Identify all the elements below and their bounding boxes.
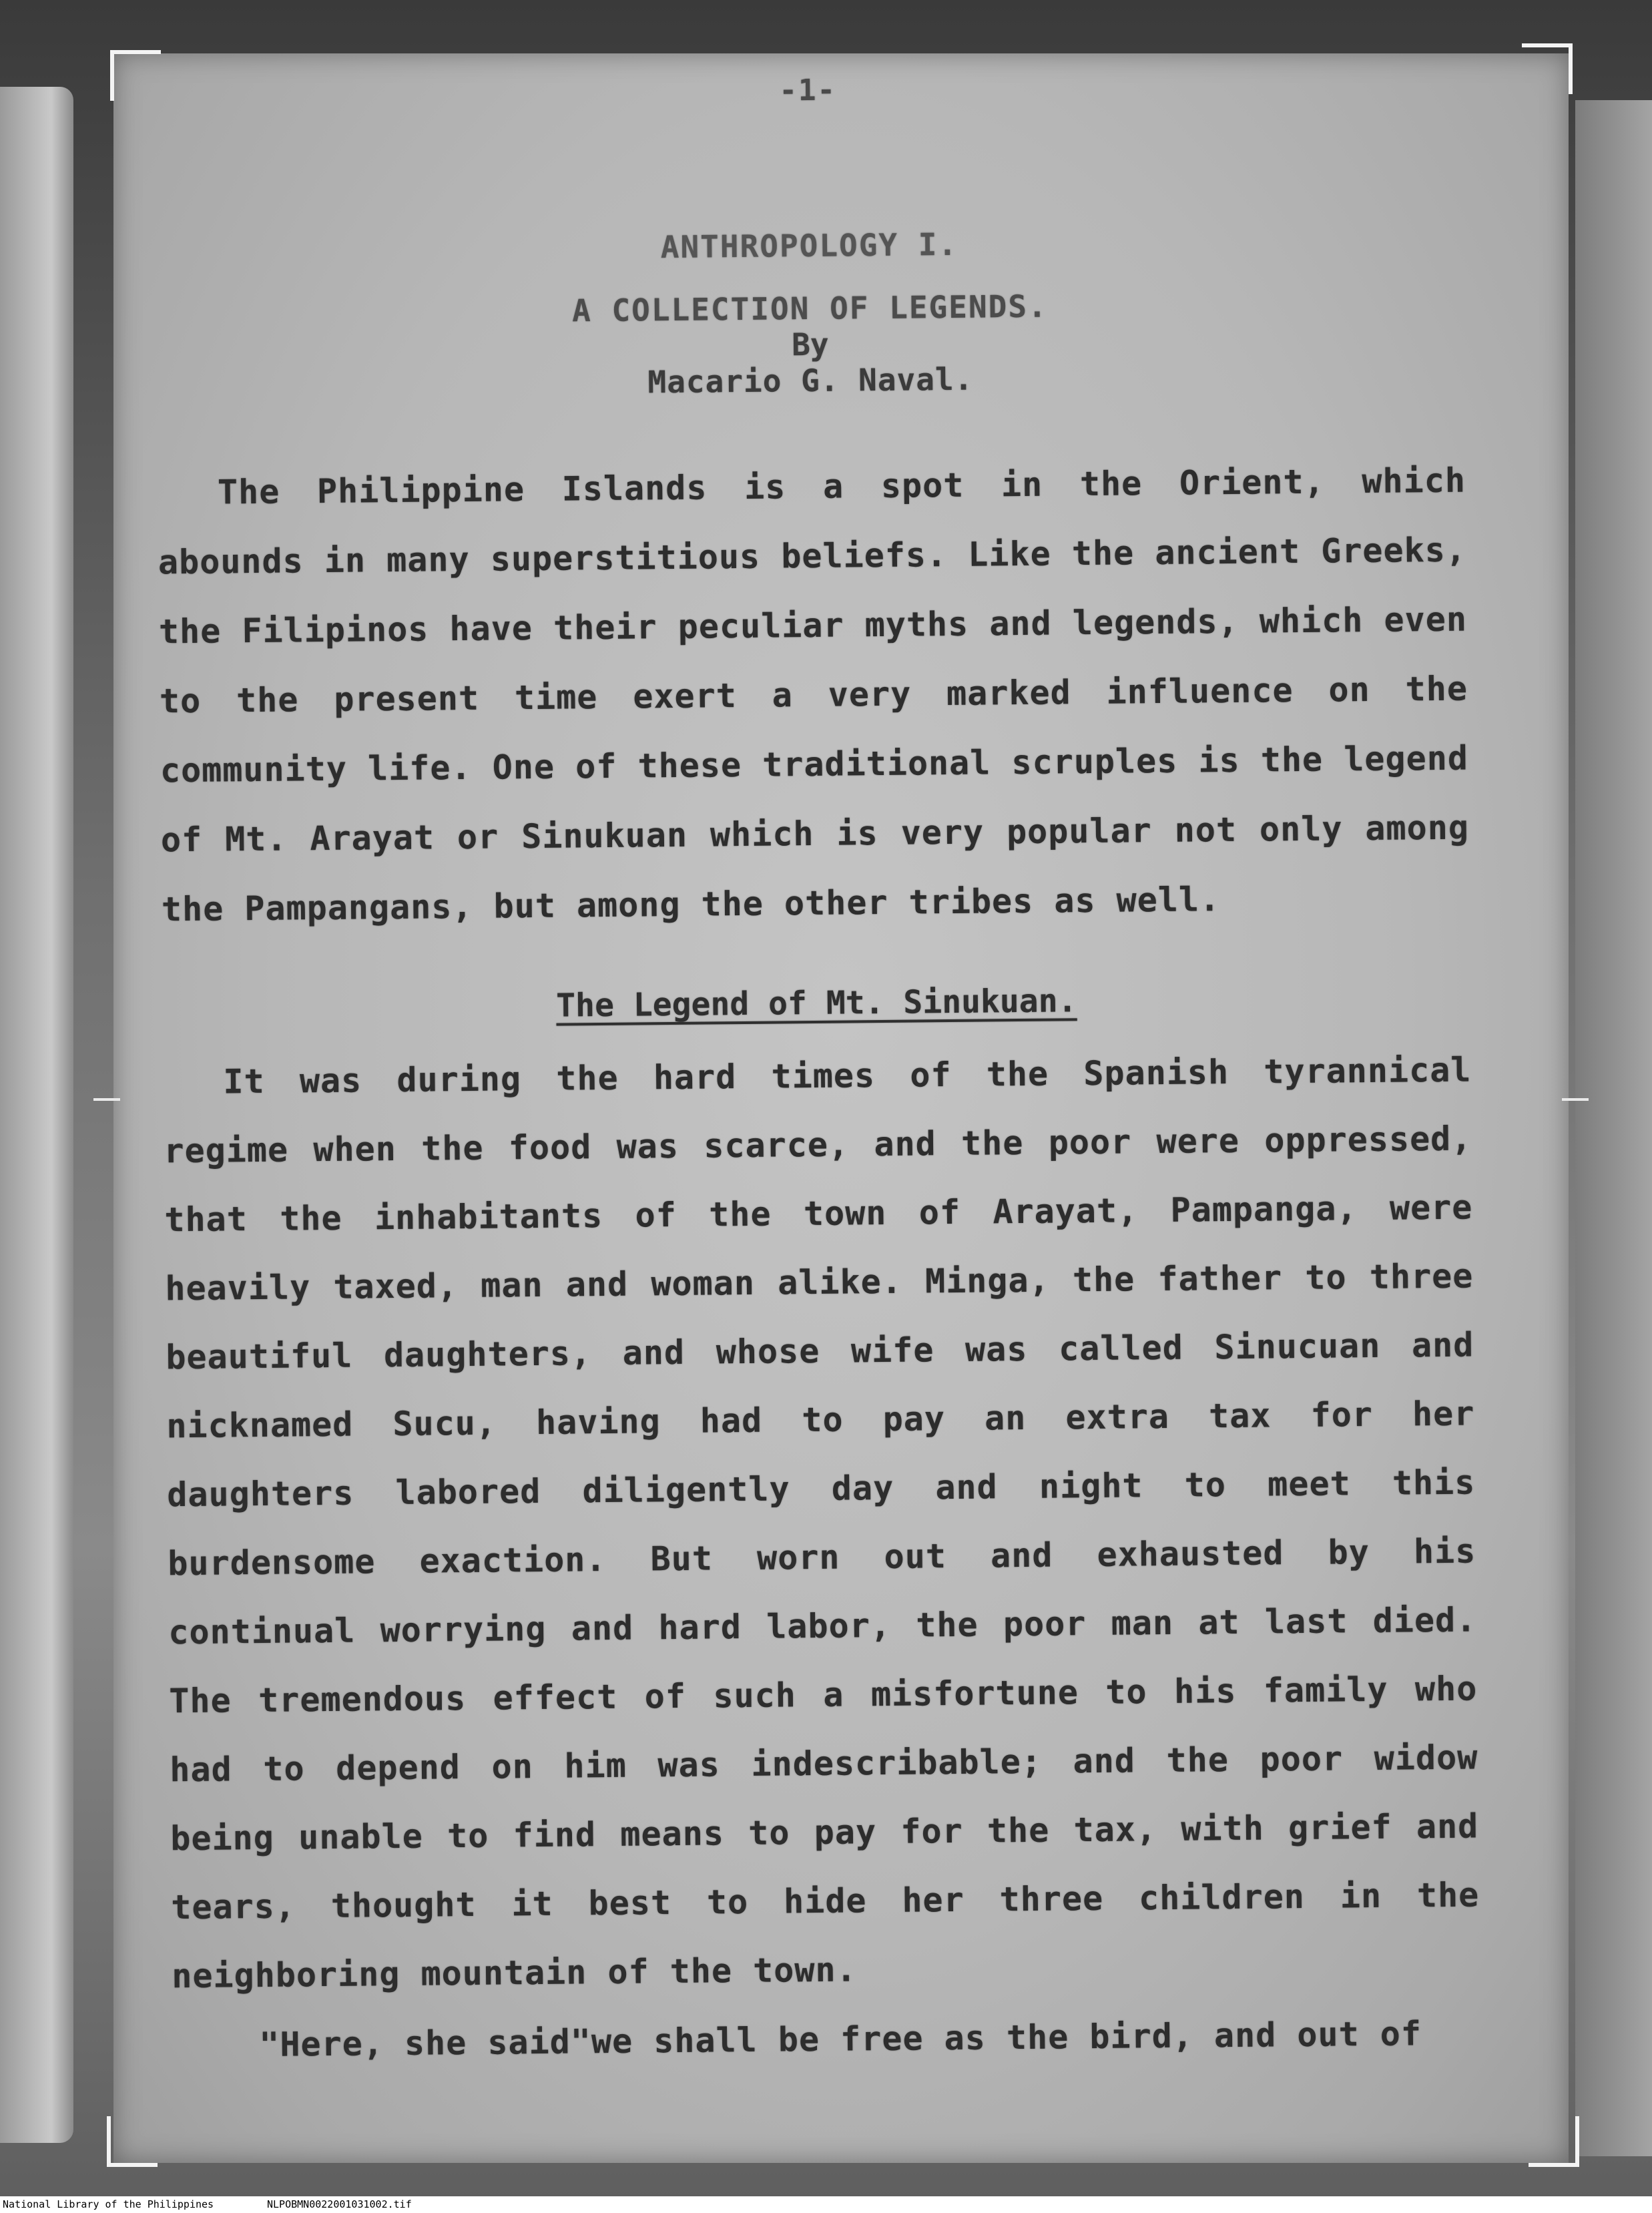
scanner-bed-edge [1575,100,1652,2156]
page-number: -1- [779,73,837,108]
author-name: Macario G. Naval. [647,360,974,401]
typewritten-text [154,67,1481,2081]
scan-footer [0,2196,1652,2213]
file-name: NLPOBMN0022001031002.tif [267,2198,412,2210]
facing-page-edge [0,87,73,2143]
fold-mark-left [93,1098,120,1101]
course-title: ANTHROPOLOGY I. [660,226,958,266]
fold-mark-right [1562,1098,1589,1101]
crop-mark-top-right [1522,43,1573,94]
quote-line: "Here, she said"we shall be free as the bird, and out of [259,2014,1422,2065]
legend-paragraph: It was during the hard times of the Spanish tyrannical regime when the food was scarce, and the poor were oppressed, that the inhabitants of the town of Arayat, Pampanga, were heavily taxed, man and woman alike. Minga, the father to three beautiful daughters, and whose wife was called Sinucuan and nicknamed Sucu, having had to pay an extra tax for her daughters labored diligently day and night to meet this burdensome exaction. But worn out and exhausted by his continual worrying and hard labor, the poor man at last died. The tremendous effect of such a misfortune to his family who had to depend on him was indescribable; and the poor widow being unable to find means to pay for the tax, with grief and tears, thought it best to hide her three children in the neighboring mountain of the town. [164,1050,1480,1996]
legend-heading: The Legend of Mt. Sinukuan. [555,982,1077,1025]
library-credit: National Library of the Philippines [3,2198,214,2210]
by-line: By [791,326,829,363]
crop-mark-bottom-left [107,2116,158,2167]
collection-title: A COLLECTION OF LEGENDS. [571,288,1048,329]
intro-paragraph: The Philippine Islands is a spot in the Orient, which abounds in many superstitious beliefs. Like the ancient Greeks, the Filipinos have their peculiar myths and legends, which even to the present time exert a very marked influence on the community life. One of these traditional scruples is the legend of Mt. Arayat or Sinukuan which is very popular not only among the Pampangans, but among the other tribes as well. [158,461,1470,929]
crop-mark-bottom-right [1529,2116,1579,2167]
